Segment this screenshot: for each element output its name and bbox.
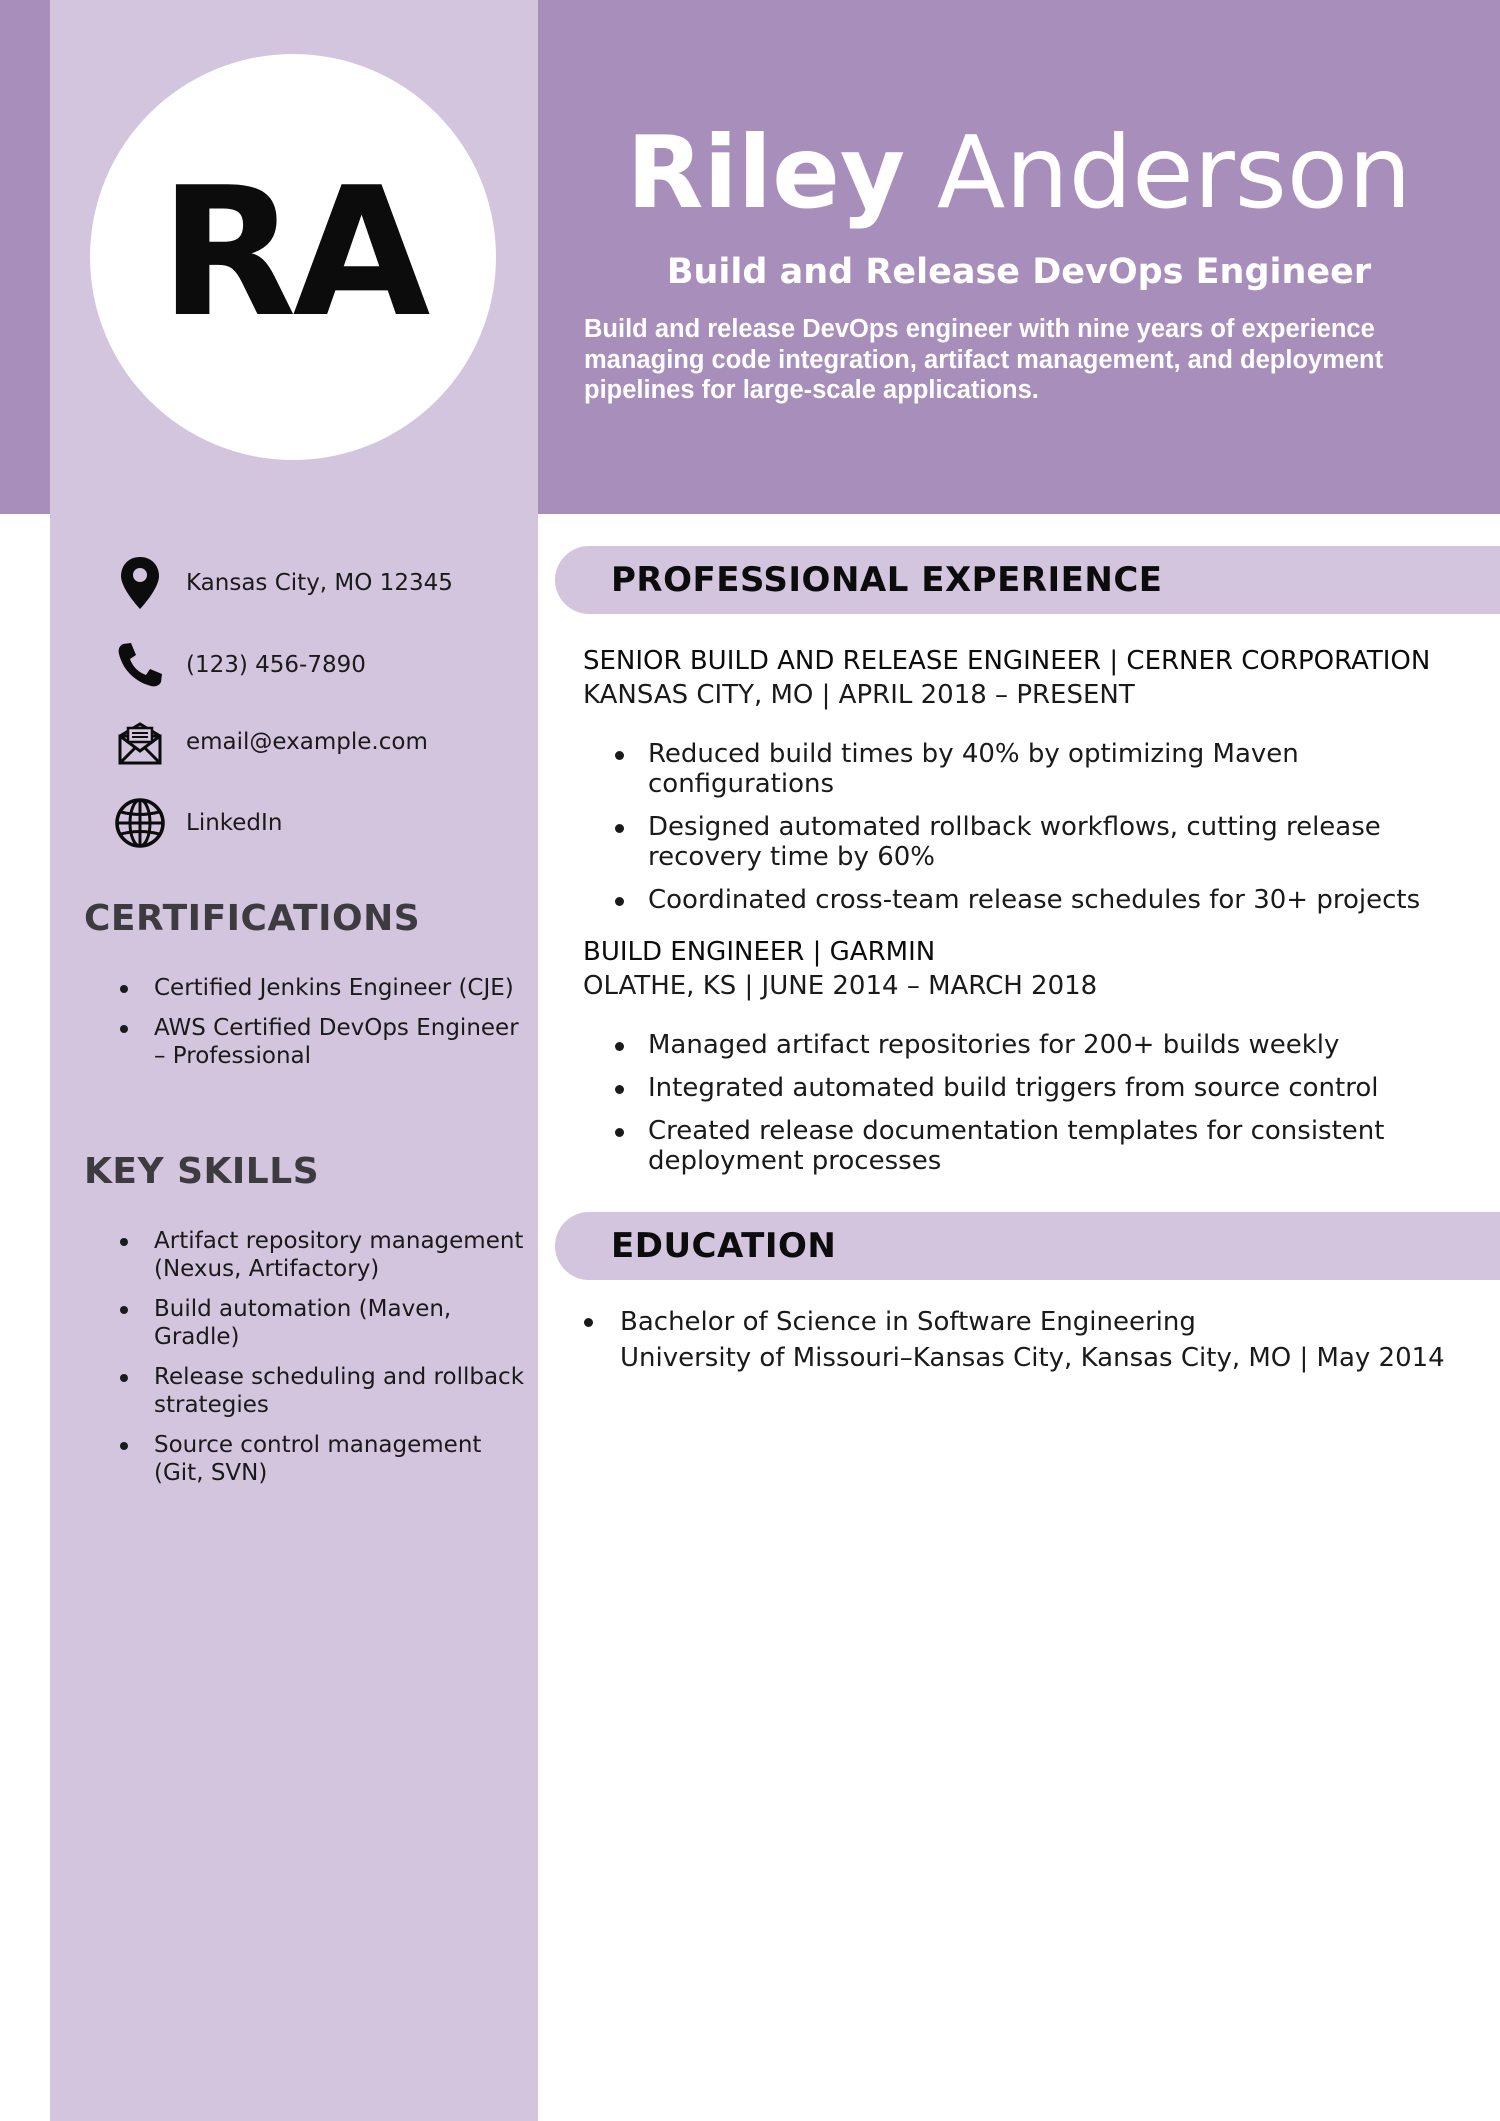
certifications-list (116, 974, 526, 1082)
globe-icon (112, 795, 168, 851)
list-item: Managed artifact repositories for 200+ builds weekly (612, 1030, 1492, 1060)
list-item: Certified Jenkins Engineer (CJE) (116, 974, 526, 1002)
education-section-bar (555, 1212, 1500, 1280)
candidate-name (538, 114, 1500, 231)
job-title-line: BUILD ENGINEER | GARMIN (583, 937, 936, 967)
contact-location (112, 553, 453, 613)
envelope-icon (112, 714, 168, 770)
email-text: email@example.com (186, 729, 428, 755)
list-item: Source control management (Git, SVN) (116, 1431, 526, 1487)
job-location-line: OLATHE, KS | JUNE 2014 – MARCH 2018 (583, 971, 1098, 1001)
experience-section-bar (555, 546, 1500, 614)
phone-icon (112, 637, 168, 693)
contact-email (112, 712, 428, 772)
list-item: Release scheduling and rollback strategies (116, 1363, 526, 1419)
job-bullets (612, 739, 1492, 928)
map-pin-icon (112, 555, 168, 611)
list-item: AWS Certified DevOps Engineer – Professional (116, 1014, 526, 1070)
education-degree (584, 1304, 1484, 1376)
contact-phone (112, 635, 366, 695)
contact-linkedin (112, 793, 282, 853)
job-title: Build and Release DevOps Engineer (666, 252, 1372, 292)
key-skills-list (116, 1227, 526, 1499)
first-name: Riley (626, 114, 906, 231)
avatar (90, 54, 496, 460)
list-item: Coordinated cross-team release schedules for 30+ projects (612, 885, 1492, 915)
job-bullets (612, 1030, 1492, 1189)
avatar-initials: RA (159, 148, 427, 356)
education-heading: EDUCATION (611, 1226, 837, 1266)
list-item: Integrated automated build triggers from source control (612, 1073, 1492, 1103)
linkedin-text: LinkedIn (186, 810, 283, 836)
job-title-line: SENIOR BUILD AND RELEASE ENGINEER | CERNER CORPORATION (583, 646, 1431, 676)
job-location-line: KANSAS CITY, MO | APRIL 2018 – PRESENT (583, 680, 1135, 710)
certifications-heading: CERTIFICATIONS (84, 898, 421, 939)
list-item: Reduced build times by 40% by optimizing Maven configurations (612, 739, 1492, 799)
list-item: Artifact repository management (Nexus, Artifactory) (116, 1227, 526, 1283)
last-name: Anderson (936, 114, 1412, 231)
location-text: Kansas City, MO 12345 (186, 570, 453, 596)
list-item: Designed automated rollback workflows, cutting release recovery time by 60% (612, 812, 1492, 872)
summary: Build and release DevOps engineer with nine years of experience managing code integration, artifact management, and deployment pipelines for large-scale applications. (584, 315, 1384, 404)
list-item: Created release documentation templates for consistent deployment processes (612, 1116, 1492, 1176)
key-skills-heading: KEY SKILLS (84, 1151, 320, 1192)
phone-text: (123) 456-7890 (186, 652, 366, 678)
school-text: University of Missouri–Kansas City, Kansas City, MO | May 2014 (620, 1343, 1445, 1373)
education-entry (584, 1304, 1484, 1376)
list-item: Build automation (Maven, Gradle) (116, 1295, 526, 1351)
experience-heading: PROFESSIONAL EXPERIENCE (611, 560, 1163, 600)
degree-text: Bachelor of Science in Software Engineering (620, 1307, 1196, 1337)
